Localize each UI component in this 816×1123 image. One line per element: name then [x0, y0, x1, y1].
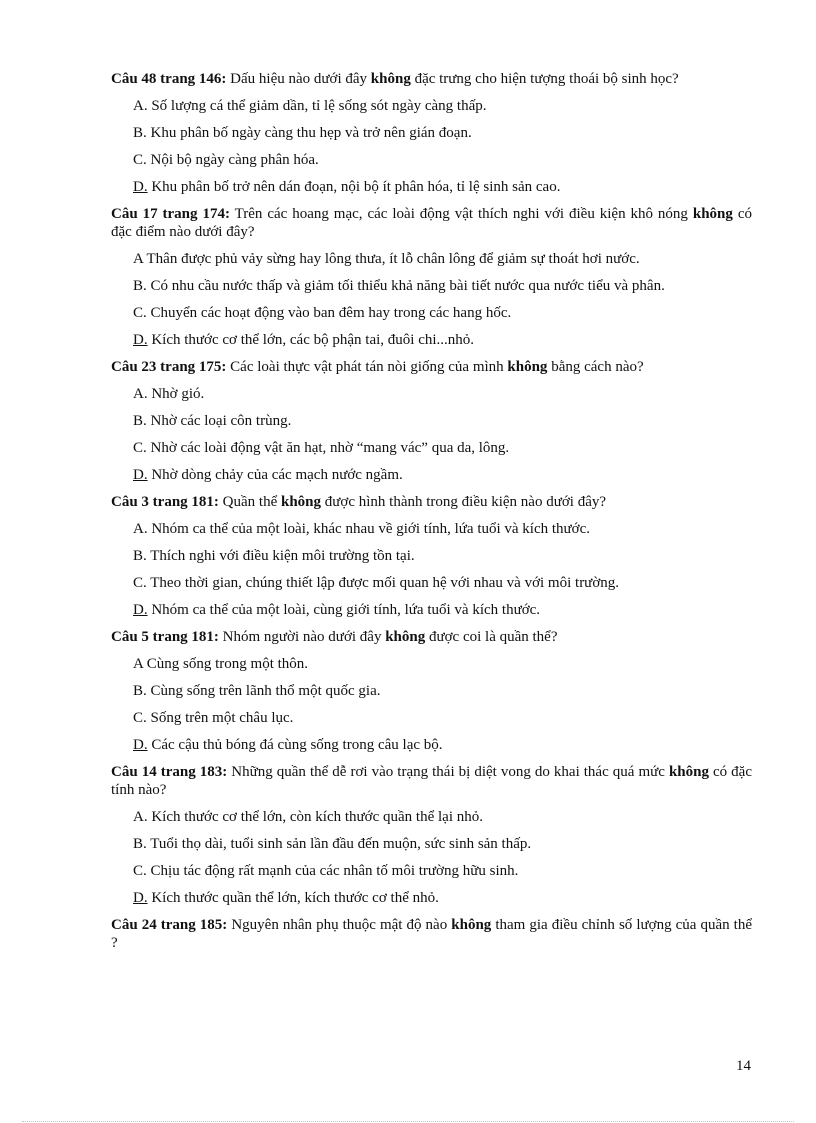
- option-text: Nhóm ca thể của một loài, khác nhau về giới tính, lứa tuổi và kích thước.: [147, 521, 591, 537]
- option-b: [133, 124, 752, 142]
- question-label: Câu 14 trang 183:: [111, 764, 228, 780]
- stem-text: có đặc tính nào?: [111, 764, 752, 798]
- option-prefix: A.: [133, 521, 148, 537]
- option-prefix: B.: [133, 278, 147, 294]
- question-stem: [111, 628, 752, 646]
- option-text: Sống trên một châu lục.: [146, 710, 294, 726]
- question-stem: [111, 493, 752, 511]
- stem-text: Dấu hiệu nào dưới đây: [226, 71, 371, 87]
- answer-prefix: D.: [133, 890, 148, 906]
- option-d: [133, 601, 752, 619]
- stem-text: Những quần thể dễ rơi vào trạng thái bị diệt vong do khai thác quá mức: [227, 764, 669, 780]
- question-17: [111, 205, 752, 349]
- keyword: không: [692, 206, 733, 222]
- option-prefix: B.: [133, 413, 147, 429]
- option-prefix: C.: [133, 863, 147, 879]
- option-prefix: C.: [133, 305, 147, 321]
- option-b: [111, 277, 752, 295]
- stem-text: bằng cách nào?: [547, 359, 644, 375]
- option-prefix: A.: [133, 98, 148, 114]
- stem-text: được hình thành trong điều kiện nào dưới đây?: [321, 494, 607, 510]
- question-label: Câu 3 trang 181:: [111, 494, 219, 510]
- option-prefix: B.: [133, 125, 147, 141]
- option-d: [133, 736, 752, 754]
- stem-text: có đặc điểm nào dưới đây?: [111, 206, 752, 240]
- question-label: Câu 17 trang 174:: [111, 206, 230, 222]
- question-stem: [111, 916, 752, 952]
- document-page: [111, 70, 752, 961]
- stem-text: được coi là quần thể?: [425, 629, 558, 645]
- option-a: [133, 655, 752, 673]
- option-text: Kích thước quần thể lớn, kích thước cơ thể nhỏ.: [147, 890, 439, 906]
- option-d: [133, 331, 752, 349]
- option-prefix: C.: [133, 152, 147, 168]
- question-stem: [111, 763, 752, 799]
- option-text: Nhóm ca thể của một loài, cùng giới tính, lứa tuổi và kích thước.: [147, 602, 541, 618]
- stem-text: Các loài thực vật phát tán nòi giống của mình: [226, 359, 508, 375]
- stem-text: Trên các hoang mạc, các loài động vật thích nghi với điều kiện khô nóng: [229, 206, 693, 222]
- option-a: [133, 97, 752, 115]
- option-prefix: A.: [133, 386, 148, 402]
- question-23: [111, 358, 752, 484]
- option-prefix: C.: [133, 710, 147, 726]
- option-text: Kích thước cơ thể lớn, các bộ phận tai, đuôi chi...nhỏ.: [147, 332, 475, 348]
- option-a: [133, 520, 752, 538]
- option-prefix: B.: [133, 683, 147, 699]
- answer-prefix: D.: [133, 602, 148, 618]
- option-text: Cùng sống trên lãnh thổ một quốc gia.: [146, 683, 381, 699]
- option-d: [133, 466, 752, 484]
- stem-text: tham gia điều chỉnh số lượng của quần thể ?: [111, 917, 753, 951]
- option-b: [133, 835, 752, 853]
- option-text: Tuổi thọ dài, tuổi sinh sản lần đầu đến muộn, sức sinh sản thấp.: [146, 836, 532, 852]
- option-text: Thân được phủ vảy sừng hay lông thưa, ít lỗ chân lông để giảm sự thoát hơi nước.: [143, 251, 640, 267]
- question-label: Câu 5 trang 181:: [111, 629, 219, 645]
- option-prefix: C.: [133, 440, 147, 456]
- page-number: 14: [736, 1058, 751, 1074]
- keyword: không: [385, 629, 426, 645]
- question-label: Câu 23 trang 175:: [111, 359, 227, 375]
- option-b: [133, 412, 752, 430]
- answer-prefix: D.: [133, 332, 148, 348]
- option-text: Theo thời gian, chúng thiết lập được mối quan hệ với nhau và với môi trường.: [146, 575, 619, 591]
- option-c: [133, 304, 752, 322]
- option-text: Các cậu thủ bóng đá cùng sống trong câu lạc bộ.: [147, 737, 443, 753]
- option-text: Nhờ các loại côn trùng.: [146, 413, 292, 429]
- question-stem: [111, 70, 752, 88]
- keyword: không: [370, 71, 411, 87]
- question-label: Câu 24 trang 185:: [111, 917, 228, 933]
- keyword: không: [668, 764, 709, 780]
- question-24: [111, 916, 752, 952]
- option-prefix: C.: [133, 575, 147, 591]
- option-d: [133, 178, 752, 196]
- option-text: Khu phân bố trở nên dán đoạn, nội bộ ít phân hóa, tỉ lệ sinh sản cao.: [147, 179, 561, 195]
- option-b: [133, 547, 752, 565]
- answer-prefix: D.: [133, 467, 148, 483]
- option-prefix: B.: [133, 836, 147, 852]
- option-text: Nhờ dòng chảy của các mạch nước ngầm.: [147, 467, 403, 483]
- option-text: Cùng sống trong một thôn.: [143, 656, 309, 672]
- option-text: Nội bộ ngày càng phân hóa.: [146, 152, 319, 168]
- stem-text: Nguyên nhân phụ thuộc mật độ nào: [227, 917, 452, 933]
- question-5: [111, 628, 752, 754]
- option-prefix: A: [133, 656, 144, 672]
- option-b: [133, 682, 752, 700]
- option-d: [133, 889, 752, 907]
- keyword: không: [451, 917, 492, 933]
- option-a: [133, 808, 752, 826]
- keyword: không: [281, 494, 322, 510]
- option-text: Số lượng cá thể giảm dần, tỉ lệ sống sót ngày càng thấp.: [147, 98, 487, 114]
- option-prefix: B.: [133, 548, 147, 564]
- keyword: không: [507, 359, 548, 375]
- stem-text: đặc trưng cho hiện tượng thoái bộ sinh học?: [410, 71, 679, 87]
- option-prefix: A.: [133, 809, 148, 825]
- option-c: [133, 151, 752, 169]
- option-c: [133, 574, 752, 592]
- question-14: [111, 763, 752, 907]
- option-text: Nhờ gió.: [147, 386, 205, 402]
- question-3: [111, 493, 752, 619]
- question-stem: [111, 358, 752, 376]
- option-prefix: A: [133, 251, 144, 267]
- question-48: [111, 70, 752, 196]
- page-footer-divider: [22, 1121, 794, 1122]
- option-c: [133, 862, 752, 880]
- option-text: Chịu tác động rất mạnh của các nhân tố môi trường hữu sinh.: [146, 863, 519, 879]
- question-label: Câu 48 trang 146:: [111, 71, 227, 87]
- option-text: Có nhu cầu nước thấp và giảm tối thiểu khả năng bài tiết nước qua nước tiểu và phân.: [146, 278, 665, 294]
- option-text: Nhờ các loài động vật ăn hạt, nhờ “mang vác” qua da, lông.: [146, 440, 510, 456]
- answer-prefix: D.: [133, 737, 148, 753]
- option-text: Thích nghi với điều kiện môi trường tồn tại.: [146, 548, 415, 564]
- stem-text: Nhóm người nào dưới đây: [218, 629, 386, 645]
- option-c: [133, 709, 752, 727]
- stem-text: Quần thể: [218, 494, 281, 510]
- option-text: Khu phân bố ngày càng thu hẹp và trở nên gián đoạn.: [146, 125, 472, 141]
- option-text: Chuyển các hoạt động vào ban đêm hay trong các hang hốc.: [146, 305, 512, 321]
- answer-prefix: D.: [133, 179, 148, 195]
- option-text: Kích thước cơ thể lớn, còn kích thước quần thể lại nhỏ.: [147, 809, 483, 825]
- question-stem: [111, 205, 752, 241]
- option-c: [133, 439, 752, 457]
- option-a: [133, 385, 752, 403]
- option-a: [133, 250, 752, 268]
